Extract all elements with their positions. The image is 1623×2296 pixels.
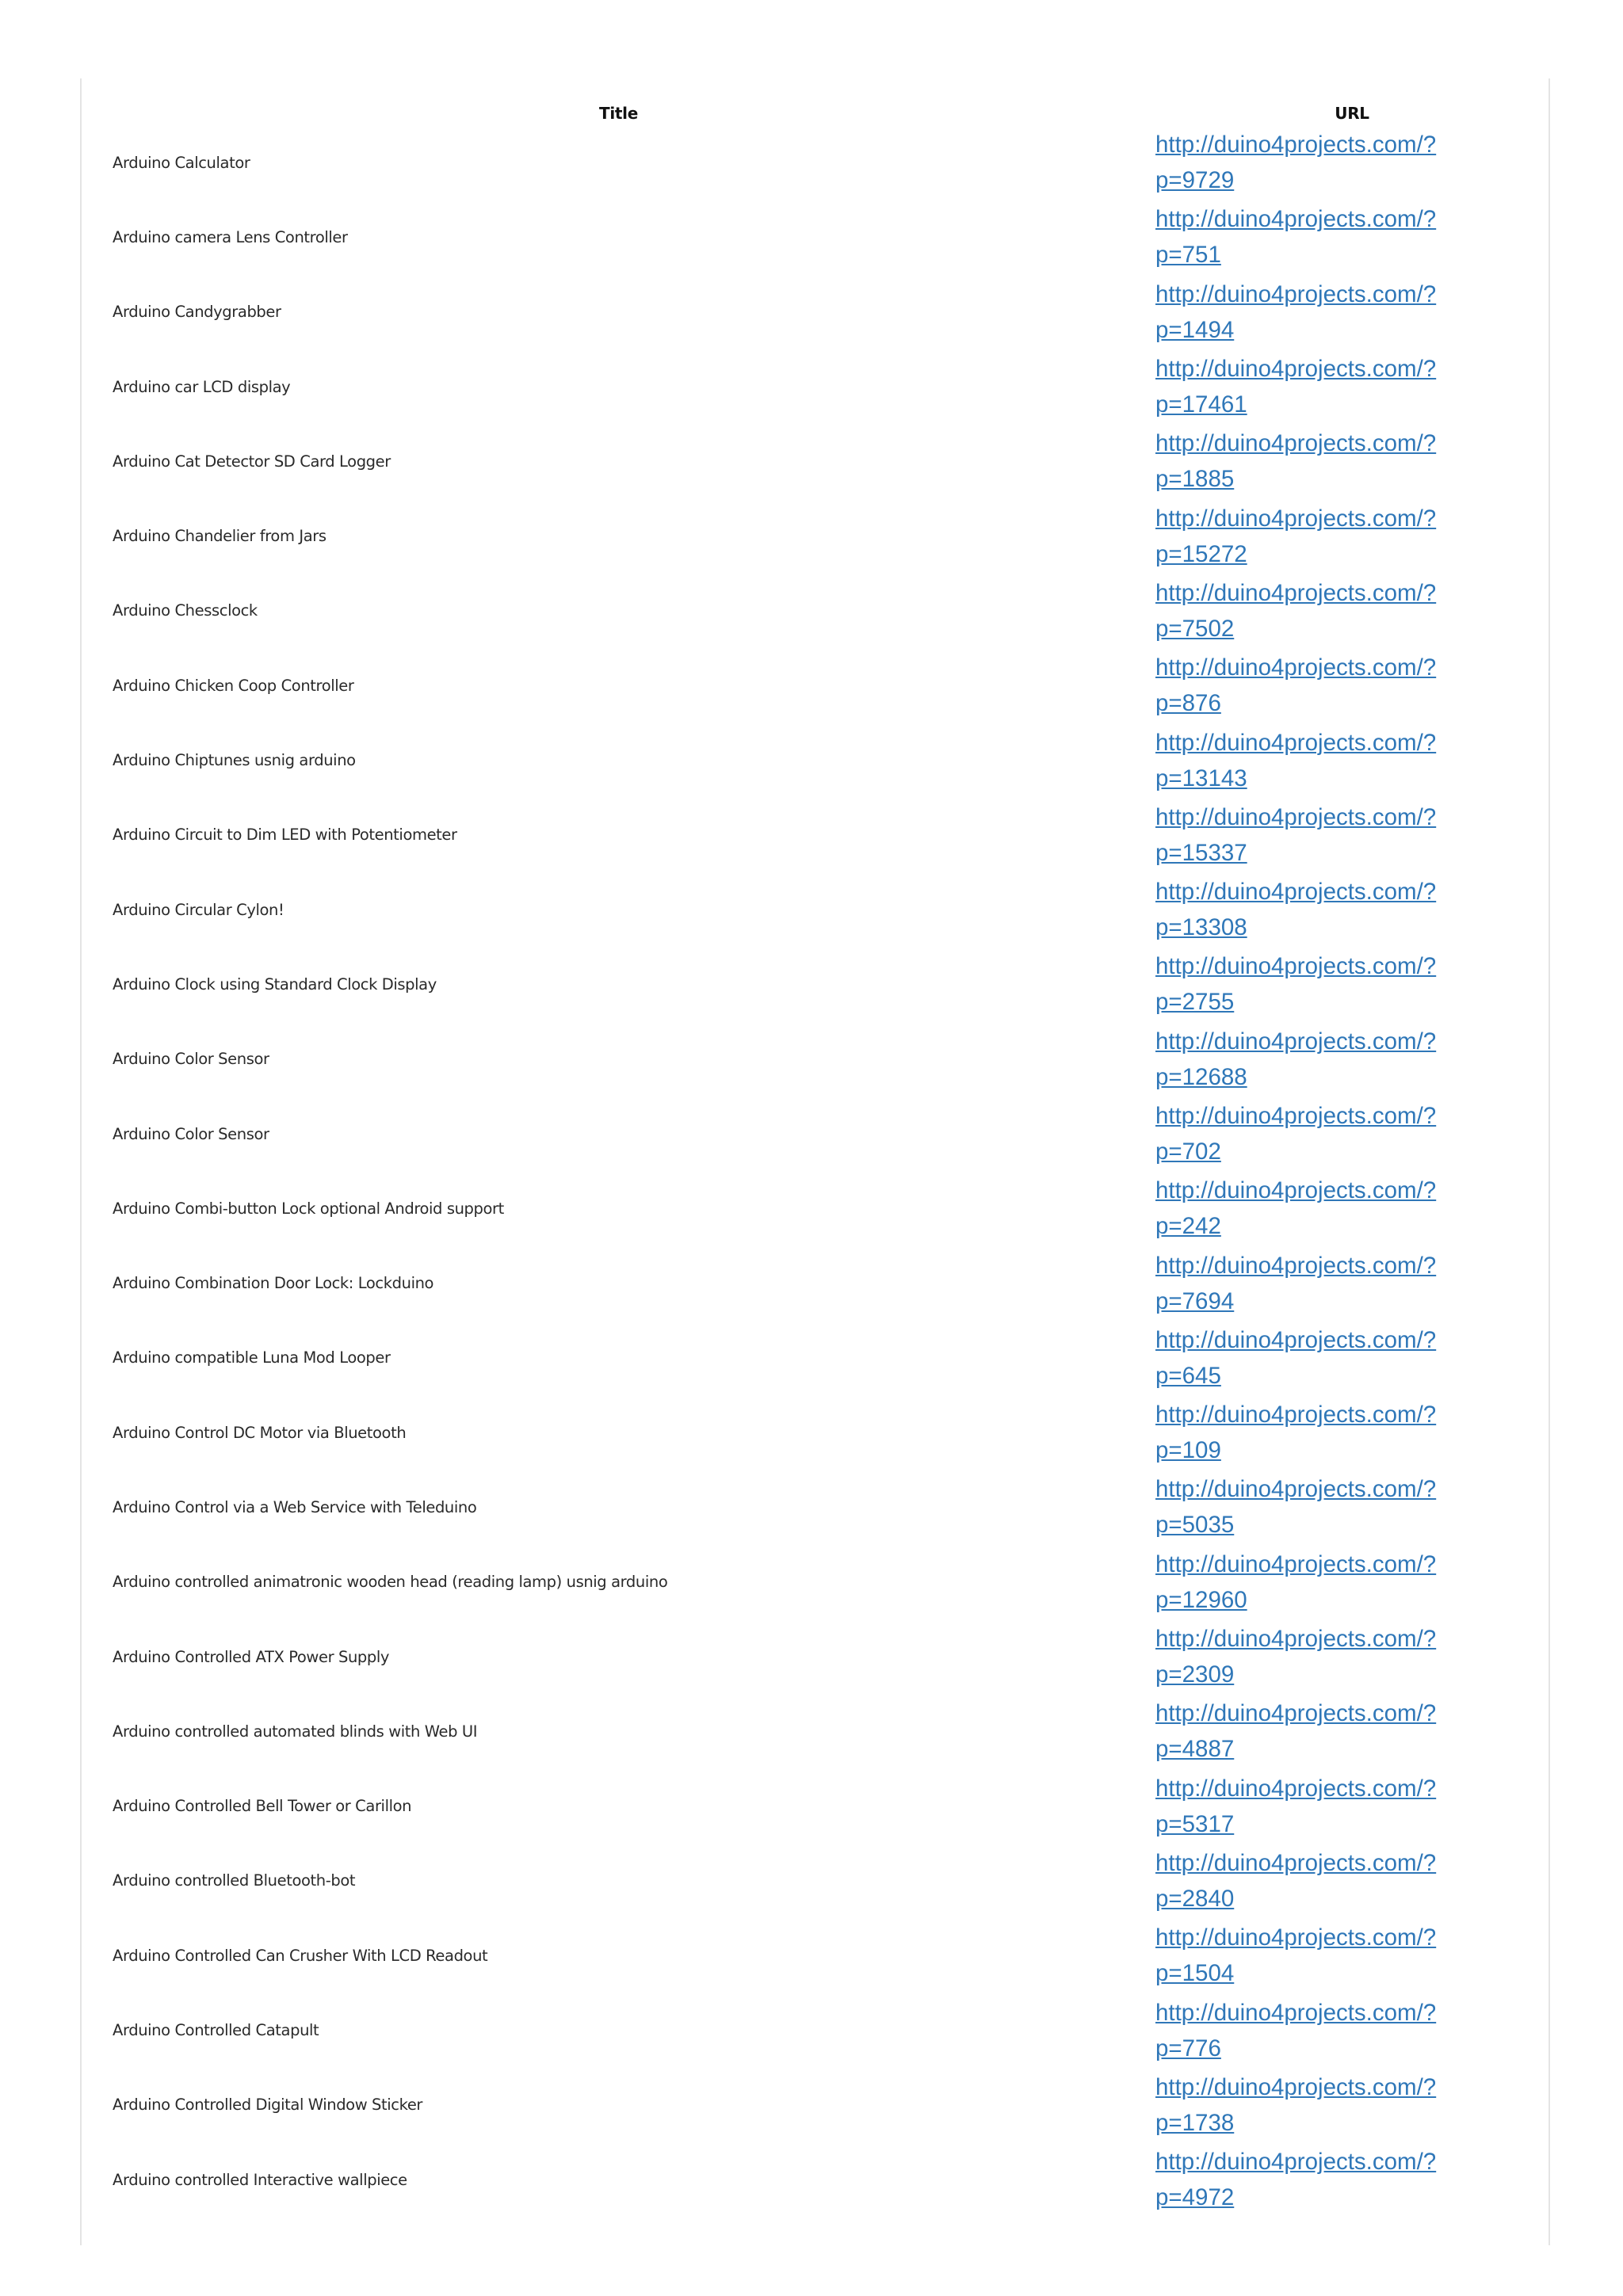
table-row (82, 1918, 1549, 1993)
url-cell (1155, 349, 1549, 424)
url-cell (1155, 872, 1549, 947)
table-row (82, 947, 1549, 1021)
document-page (80, 78, 1550, 2245)
table-row (82, 1694, 1549, 1768)
project-title: Arduino Candygrabber (113, 303, 281, 322)
url-cell (1155, 648, 1549, 723)
project-title: Arduino controlled animatronic wooden head (reading lamp) usnig arduino (113, 1573, 668, 1592)
url-cell (1155, 2068, 1549, 2142)
url-cell (1155, 798, 1549, 872)
project-title: Arduino Chandelier from Jars (113, 527, 327, 546)
table-row (82, 574, 1549, 648)
table-row (82, 498, 1549, 573)
project-title: Arduino Color Sensor (113, 1124, 269, 1143)
project-url-link[interactable]: http://duino4projects.com/?p=776 (1155, 1999, 1437, 2061)
url-cell (1155, 1395, 1549, 1470)
table-row (82, 1545, 1549, 1619)
project-title: Arduino Color Sensor (113, 1050, 269, 1069)
project-url-link[interactable]: http://duino4projects.com/?p=12960 (1155, 1550, 1437, 1613)
table-row (82, 872, 1549, 947)
projects-table (82, 78, 1549, 2217)
project-url-link[interactable]: http://duino4projects.com/?p=645 (1155, 1326, 1437, 1389)
project-url-link[interactable]: http://duino4projects.com/?p=7502 (1155, 579, 1437, 642)
header-row (82, 78, 1549, 125)
project-title: Arduino Calculator (113, 153, 250, 172)
project-title: Arduino Control DC Motor via Bluetooth (113, 1423, 407, 1442)
project-title: Arduino Control via a Web Service with Teleduino (113, 1497, 477, 1516)
table-row (82, 1321, 1549, 1395)
project-url-link[interactable]: http://duino4projects.com/?p=13143 (1155, 729, 1437, 791)
table-row (82, 1470, 1549, 1544)
project-title: Arduino Controlled Can Crusher With LCD Readout (113, 1946, 488, 1965)
url-cell (1155, 1619, 1549, 1694)
url-cell (1155, 1694, 1549, 1768)
table-row (82, 2142, 1549, 2217)
table-row (82, 1097, 1549, 1171)
project-title: Arduino car LCD display (113, 377, 291, 396)
project-title: Arduino Controlled Catapult (113, 2021, 319, 2040)
project-url-link[interactable]: http://duino4projects.com/?p=876 (1155, 654, 1437, 717)
project-url-link[interactable]: http://duino4projects.com/?p=2755 (1155, 953, 1437, 1016)
project-url-link[interactable]: http://duino4projects.com/?p=1494 (1155, 280, 1437, 343)
project-title: Arduino Clock using Standard Clock Display (113, 974, 437, 994)
project-url-link[interactable]: http://duino4projects.com/?p=1738 (1155, 2073, 1437, 2136)
project-url-link[interactable]: http://duino4projects.com/?p=4887 (1155, 1700, 1437, 1763)
table-row (82, 424, 1549, 498)
project-url-link[interactable]: http://duino4projects.com/?p=4972 (1155, 2149, 1437, 2211)
project-url-link[interactable]: http://duino4projects.com/?p=702 (1155, 1103, 1437, 1165)
project-url-link[interactable]: http://duino4projects.com/?p=1885 (1155, 430, 1437, 493)
url-cell (1155, 1918, 1549, 1993)
project-url-link[interactable]: http://duino4projects.com/?p=15337 (1155, 803, 1437, 866)
project-title: Arduino controlled Interactive wallpiece (113, 2170, 407, 2189)
project-title: Arduino Controlled Digital Window Sticker (113, 2096, 423, 2115)
project-title: Arduino Combination Door Lock: Lockduino (113, 1274, 434, 1293)
url-cell (1155, 275, 1549, 349)
project-title: Arduino Combi-button Lock optional Android support (113, 1199, 504, 1218)
project-url-link[interactable]: http://duino4projects.com/?p=5317 (1155, 1775, 1437, 1837)
project-title: Arduino Chicken Coop Controller (113, 676, 354, 695)
project-url-link[interactable]: http://duino4projects.com/?p=242 (1155, 1177, 1437, 1240)
table-row (82, 723, 1549, 797)
table-row (82, 1619, 1549, 1694)
project-title: Arduino Chiptunes usnig arduino (113, 751, 356, 770)
url-cell (1155, 200, 1549, 274)
table-row (82, 1022, 1549, 1097)
table-row (82, 1993, 1549, 2067)
url-cell (1155, 1993, 1549, 2067)
table-row (82, 1844, 1549, 1918)
url-cell (1155, 424, 1549, 498)
project-title: Arduino Controlled Bell Tower or Carillon (113, 1797, 412, 1816)
url-cell (1155, 1545, 1549, 1619)
project-title: Arduino controlled automated blinds with Web UI (113, 1722, 478, 1741)
url-cell (1155, 1245, 1549, 1320)
project-title: Arduino controlled Bluetooth-bot (113, 1871, 356, 1890)
column-header-url: URL (1335, 104, 1369, 123)
url-cell (1155, 1171, 1549, 1245)
url-cell (1155, 1022, 1549, 1097)
column-header-title: Title (599, 104, 638, 123)
url-cell (1155, 1844, 1549, 1918)
table-header (82, 78, 1549, 125)
project-title: Arduino Cat Detector SD Card Logger (113, 452, 391, 471)
project-title: Arduino camera Lens Controller (113, 227, 348, 246)
table-row (82, 1245, 1549, 1320)
url-cell (1155, 1769, 1549, 1844)
project-title: Arduino Circuit to Dim LED with Potentiometer (113, 826, 457, 845)
project-url-link[interactable]: http://duino4projects.com/?p=109 (1155, 1402, 1437, 1464)
url-cell (1155, 2142, 1549, 2217)
project-url-link[interactable]: http://duino4projects.com/?p=2309 (1155, 1626, 1437, 1688)
project-title: Arduino Circular Cylon! (113, 900, 285, 919)
project-url-link[interactable]: http://duino4projects.com/?p=15272 (1155, 505, 1437, 567)
project-title: Arduino Chessclock (113, 601, 258, 620)
project-title: Arduino Controlled ATX Power Supply (113, 1647, 390, 1666)
project-url-link[interactable]: http://duino4projects.com/?p=2840 (1155, 1849, 1437, 1912)
table-row (82, 200, 1549, 274)
table-body (82, 125, 1549, 2217)
project-url-link[interactable]: http://duino4projects.com/?p=1504 (1155, 1924, 1437, 1987)
table-row (82, 1171, 1549, 1245)
project-url-link[interactable]: http://duino4projects.com/?p=12688 (1155, 1028, 1437, 1090)
project-url-link[interactable]: http://duino4projects.com/?p=9729 (1155, 132, 1437, 194)
table-row (82, 125, 1549, 200)
url-cell (1155, 125, 1549, 200)
url-cell (1155, 498, 1549, 573)
table-row (82, 798, 1549, 872)
table-row (82, 1769, 1549, 1844)
table-row (82, 275, 1549, 349)
table-row (82, 2068, 1549, 2142)
project-url-link[interactable]: http://duino4projects.com/?p=5035 (1155, 1476, 1437, 1539)
url-cell (1155, 1321, 1549, 1395)
table-row (82, 648, 1549, 723)
url-cell (1155, 947, 1549, 1021)
project-url-link[interactable]: http://duino4projects.com/?p=13308 (1155, 879, 1437, 941)
project-url-link[interactable]: http://duino4projects.com/?p=7694 (1155, 1252, 1437, 1314)
project-url-link[interactable]: http://duino4projects.com/?p=17461 (1155, 356, 1437, 418)
url-cell (1155, 574, 1549, 648)
project-title: Arduino compatible Luna Mod Looper (113, 1348, 391, 1367)
table-row (82, 1395, 1549, 1470)
url-cell (1155, 1097, 1549, 1171)
url-cell (1155, 1470, 1549, 1544)
table-row (82, 349, 1549, 424)
project-url-link[interactable]: http://duino4projects.com/?p=751 (1155, 206, 1437, 269)
url-cell (1155, 723, 1549, 797)
